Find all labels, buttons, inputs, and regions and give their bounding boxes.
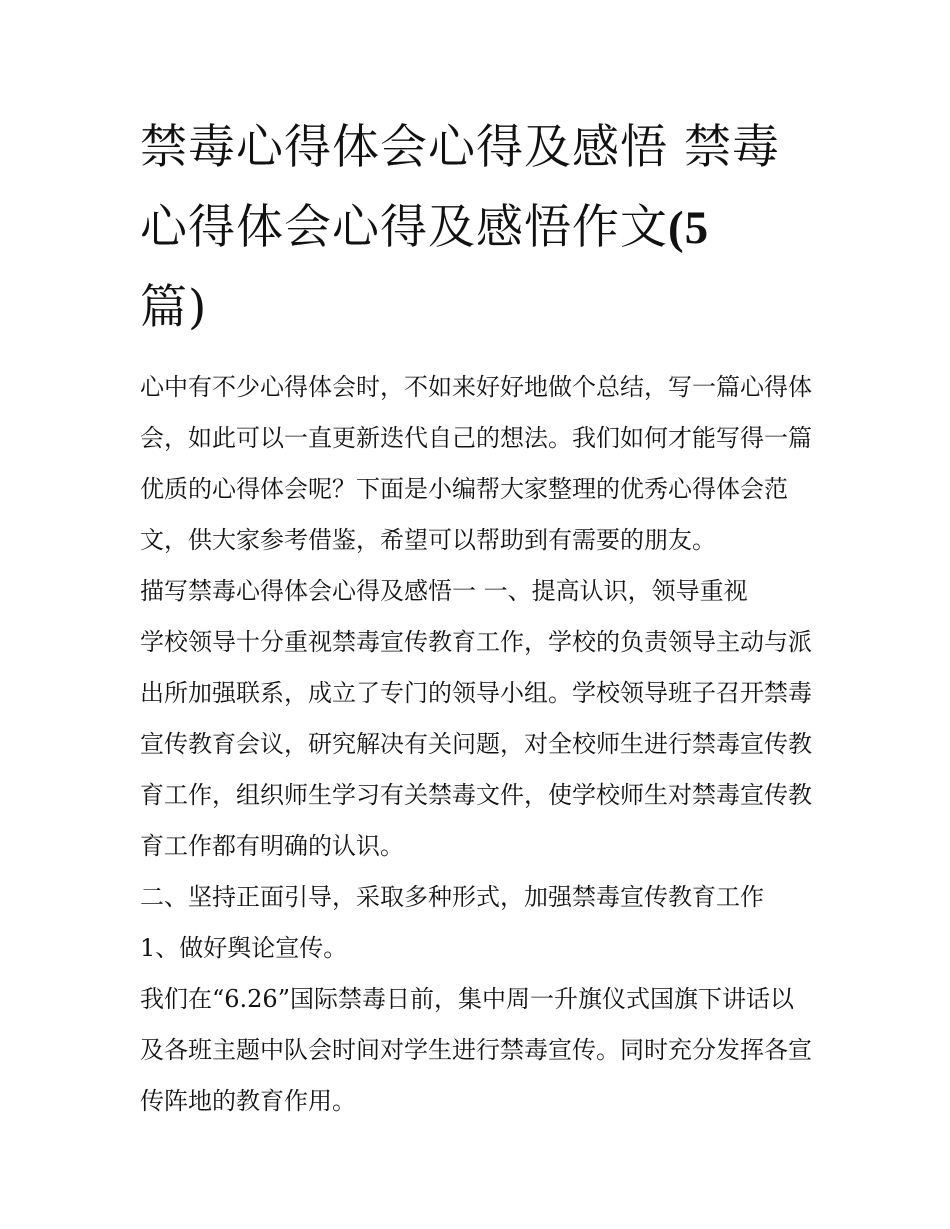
section-heading-2: 二、坚持正面引导，采取多种形式，加强禁毒宣传教育工作 — [140, 883, 764, 911]
document-title — [140, 108, 815, 348]
title-text-part2: (5 — [668, 202, 710, 254]
section-heading-1: 描写禁毒心得体会心得及感悟一 一、提高认识，领导重视 — [140, 577, 748, 605]
intro-paragraph: 心中有不少心得体会时，不如来好好地做个总结，写一篇心得体会，如此可以一直更新迭代自己的想法。我们如何才能写得一篇优质的心得体会呢？下面是小编帮大家整理的优秀心得体会范文，供大家参考借鉴，希望可以帮助到有需要的朋友。 — [140, 373, 812, 554]
paragraph-leadership: 学校领导十分重视禁毒宣传教育工作，学校的负责领导主动与派出所加强联系，成立了专门的领导小组。学校领导班子召开禁毒宣传教育会议，研究解决有关问题，对全校师生进行禁毒宣传教育工作，组织师生学习有关禁毒文件，使学校师生对禁毒宣传教育工作都有明确的认识。 — [140, 628, 812, 860]
paragraph-publicity: 我们在“6.26”国际禁毒日前，集中周一升旗仪式国旗下讲话以及各班主题中队会时间对学生进行禁毒宣传。同时充分发挥各宣传阵地的教育作用。 — [140, 985, 812, 1115]
subheading-1: 1、做好舆论宣传。 — [140, 934, 348, 962]
document-content — [140, 108, 815, 1127]
title-text-part1: 禁毒心得体会心得及感悟 禁毒心得体会心得及感悟作文 — [140, 120, 780, 255]
title-text-part3: 篇) — [140, 280, 208, 335]
